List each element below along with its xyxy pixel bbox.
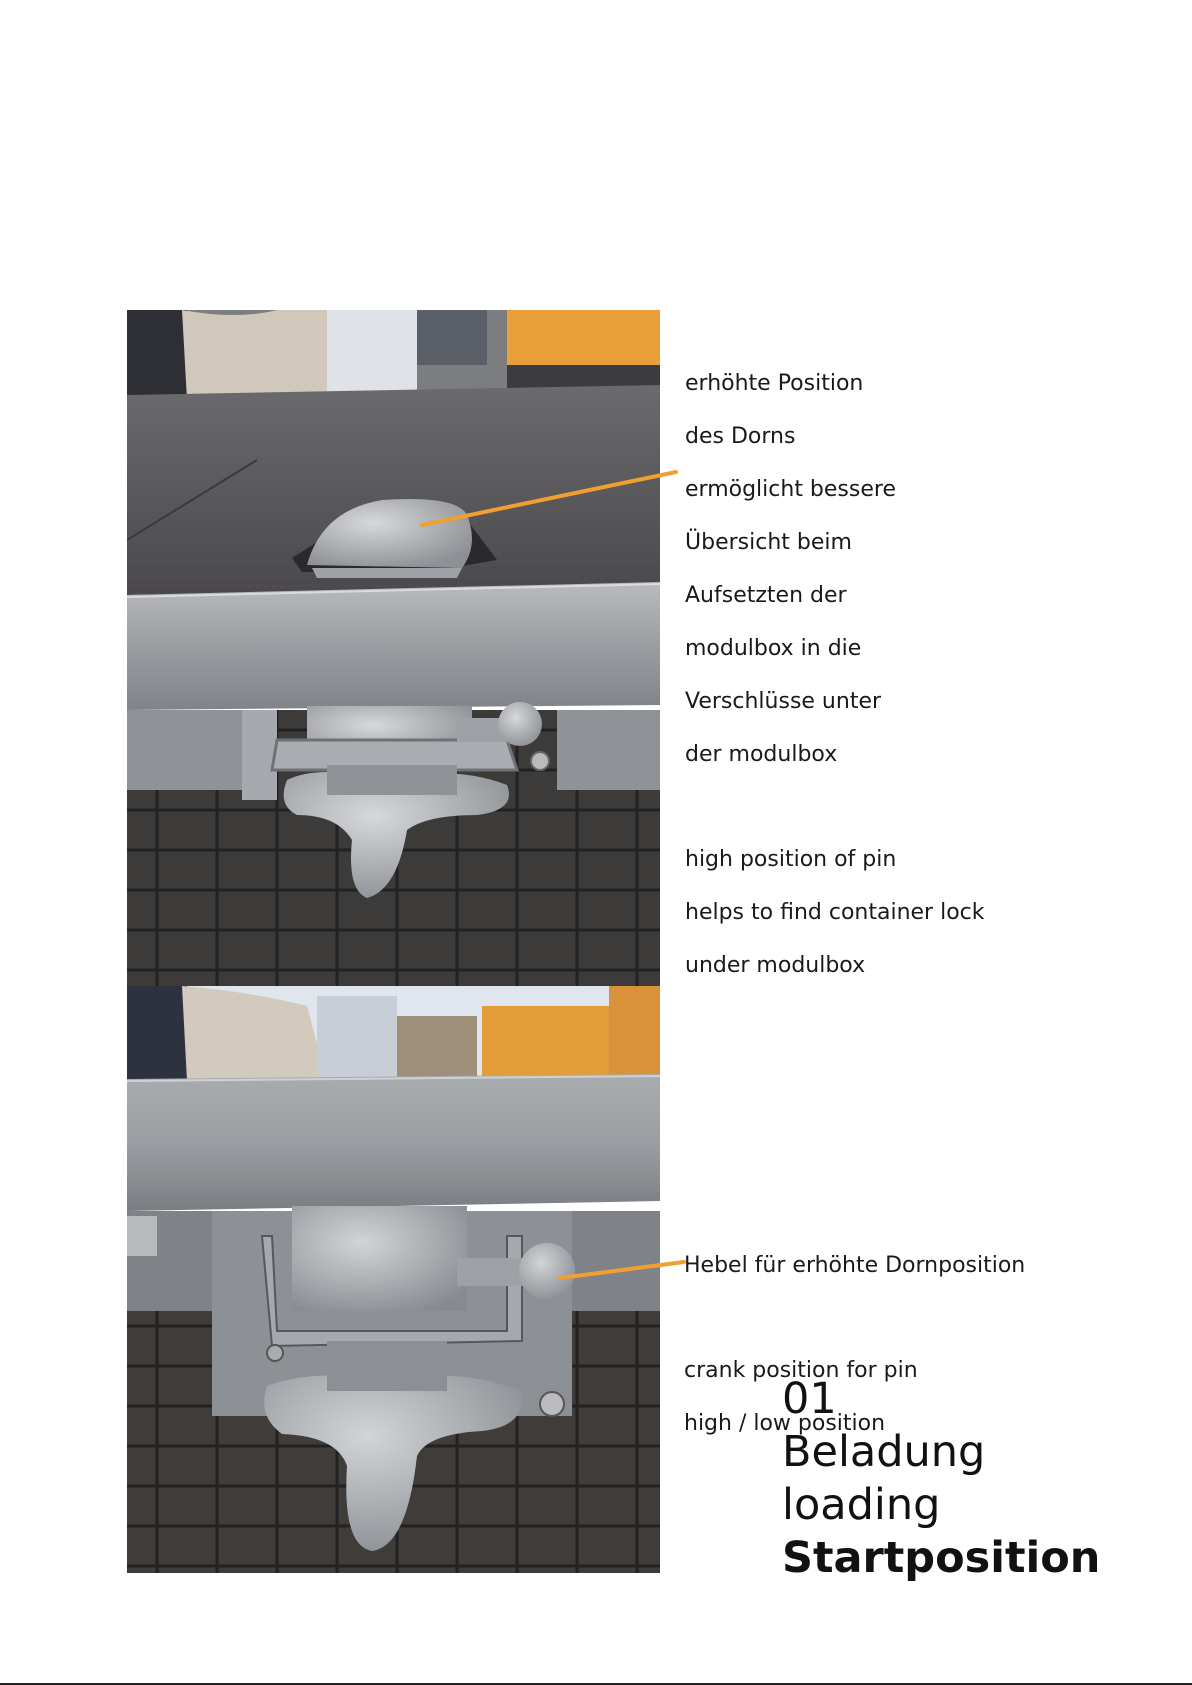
annotation-line: Übersicht beim <box>685 529 852 555</box>
annotation-line: helps to find container lock <box>685 900 985 925</box>
annotation-line: high / low position <box>684 1411 886 1436</box>
annotation-line: des Dorns <box>685 423 796 449</box>
photo-crank-lever <box>127 986 660 1573</box>
annotation-line: Verschlüsse unter <box>685 688 882 714</box>
annotation-line: under modulbox <box>685 953 866 978</box>
title-german: Beladung <box>782 1427 986 1477</box>
title-startposition: Startposition <box>782 1533 1101 1583</box>
annotation-pin-position <box>685 344 1105 1006</box>
photo-pin-high-position <box>127 310 660 986</box>
annotation-line: modulbox in die <box>685 635 862 661</box>
annotation-line: crank position for pin <box>684 1358 918 1383</box>
title-english: loading <box>782 1480 941 1530</box>
annotation-line: der modulbox <box>685 741 838 767</box>
title-number: 01 <box>782 1374 837 1424</box>
annotation-line: Aufsetzten der <box>685 582 847 608</box>
annotation-line: ermöglicht bessere <box>685 476 896 502</box>
title-block <box>782 1373 1100 1585</box>
annotation-line: Hebel für erhöhte Dornposition <box>684 1252 1026 1278</box>
annotation-line: high position of pin <box>685 847 897 872</box>
annotation-line: erhöhte Position <box>685 370 864 396</box>
